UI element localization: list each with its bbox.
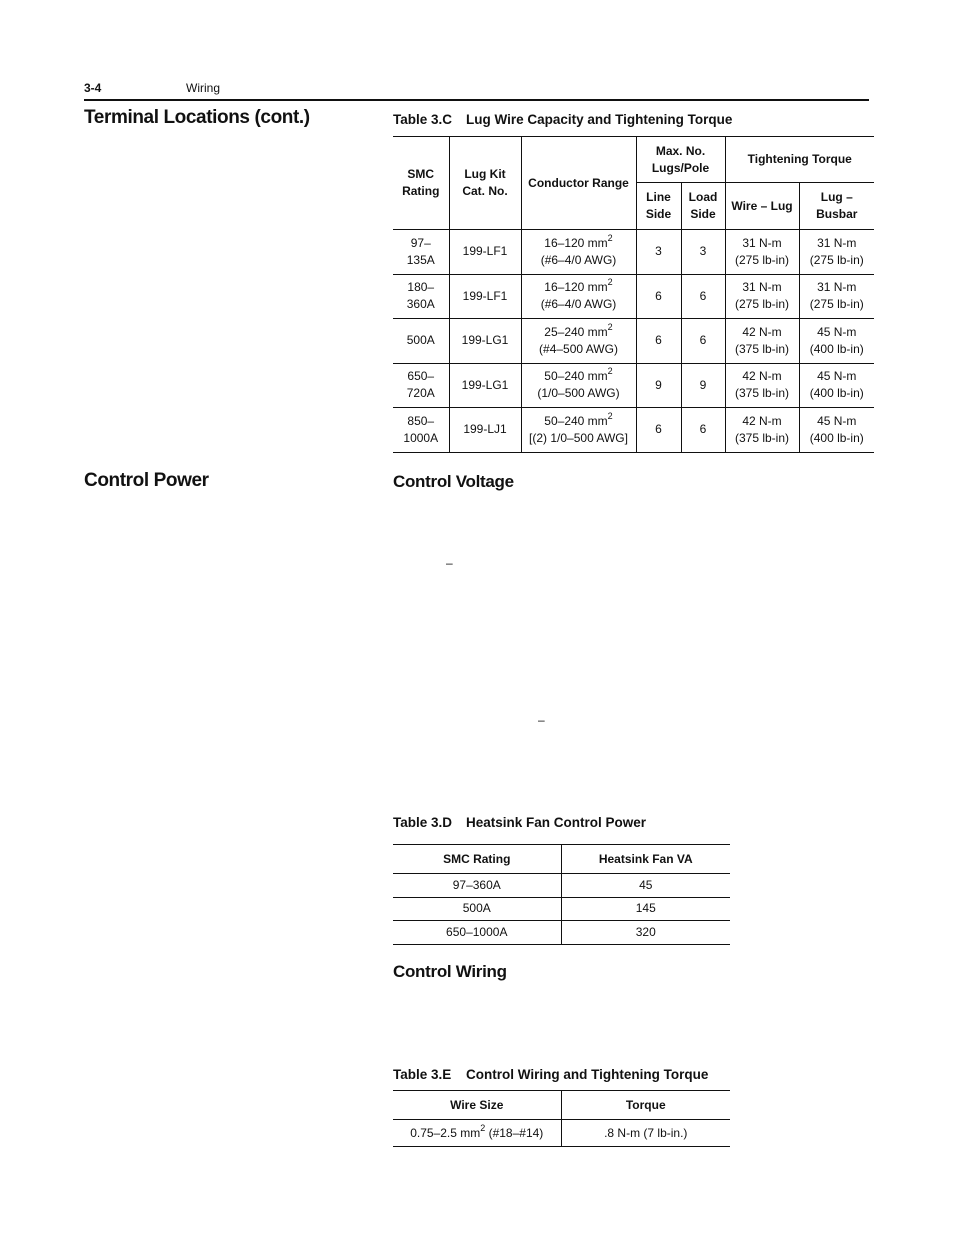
control-voltage-heading: Control Voltage [393,472,514,491]
rating-line-1: 650– [407,369,435,384]
col-smc-rating: SMC Rating [393,137,449,230]
range-awg: (#6–4/0 AWG) [540,297,617,312]
cell-lug-busbar [799,408,874,453]
range-awg: (#6–4/0 AWG) [540,252,617,267]
torque-metric: 31 N-m [817,280,857,295]
cell-smc-rating [393,274,449,319]
terminal-locations-heading: Terminal Locations (cont.) [84,107,310,128]
cell-load-side: 9 [681,363,725,408]
torque-metric: 45 N-m [817,369,857,384]
cell-heatsink-fan-va: 145 [561,897,730,921]
range-metric: 25–240 mm [544,324,608,339]
table-row [393,408,874,453]
torque-metric: 42 N-m [742,369,782,384]
col-lug-busbar: Lug – Busbar [799,183,874,230]
table-row [393,319,874,364]
range-metric: 16–120 mm [544,280,608,295]
cell-line-side: 9 [636,363,681,408]
table-row [393,274,874,319]
cell-conductor-range [521,363,636,408]
lug-wire-capacity-table [393,136,874,453]
range-metric: 50–240 mm [544,369,608,384]
cell-load-side: 3 [681,230,725,275]
cell-load-side: 6 [681,274,725,319]
control-wiring-heading: Control Wiring [393,962,507,981]
torque-imperial: (375 lb-in) [734,386,790,401]
cell-conductor-range [521,230,636,275]
cell-smc-rating: 97–360A [393,874,561,898]
cell-heatsink-fan-va: 45 [561,874,730,898]
cell-load-side: 6 [681,408,725,453]
table-3c-title: Lug Wire Capacity and Tightening Torque [466,112,733,127]
header-rule [84,99,869,101]
rating-line-2: 1000A [403,430,439,445]
range-superscript: 2 [607,321,613,332]
table-row [393,874,730,898]
torque-imperial: (275 lb-in) [809,297,864,312]
rating-line-2: 720A [406,386,435,401]
range-metric: 50–240 mm [544,413,608,428]
torque-imperial: (400 lb-in) [809,386,864,401]
torque-metric: 42 N-m [742,324,782,339]
cell-lug-busbar [799,363,874,408]
torque-imperial: (375 lb-in) [734,430,790,445]
torque-imperial: (400 lb-in) [809,430,864,445]
table-3d-title: Heatsink Fan Control Power [466,815,647,830]
range-awg: (1/0–500 AWG) [537,386,620,401]
wire-size-superscript: 2 [480,1122,486,1133]
cell-line-side: 6 [636,408,681,453]
cell-lug-busbar [799,274,874,319]
cell-line-side: 6 [636,319,681,364]
cell-line-side: 3 [636,230,681,275]
col-conductor-range: Conductor Range [521,137,636,230]
rating-line-1: 500A [406,333,435,348]
cell-load-side: 6 [681,319,725,364]
cell-smc-rating [393,230,449,275]
range-superscript: 2 [607,410,613,421]
cell-lug-busbar [799,230,874,275]
cell-line-side: 6 [636,274,681,319]
cell-lug-kit: 199-LG1 [449,363,521,408]
table-row [393,363,874,408]
range-superscript: 2 [607,366,613,377]
col-wire-lug: Wire – Lug [725,183,799,230]
table-3e-number: Table 3.E [393,1067,452,1082]
cell-smc-rating: 500A [393,897,561,921]
cell-wire-lug [725,274,799,319]
torque-metric: 45 N-m [817,413,857,428]
control-power-heading: Control Power [84,470,209,491]
range-metric: 16–120 mm [544,235,608,250]
range-superscript: 2 [607,232,613,243]
table-3d-caption [393,815,646,830]
table-3e-caption [393,1067,708,1082]
cell-wire-lug [725,408,799,453]
torque-metric: 31 N-m [742,280,782,295]
cell-smc-rating [393,319,449,364]
table-row [393,897,730,921]
table-3c-number: Table 3.C [393,112,453,127]
cell-smc-rating: 650–1000A [393,921,561,945]
cell-lug-kit: 199-LG1 [449,319,521,364]
section-title: Wiring [186,81,221,95]
torque-imperial: (275 lb-in) [734,252,790,267]
col-heatsink-fan-va: Heatsink Fan VA [561,845,730,874]
wire-size-awg: (#18–#14) [485,1125,544,1140]
cell-wire-lug [725,230,799,275]
cell-smc-rating [393,408,449,453]
cell-lug-kit: 199-LF1 [449,274,521,319]
rating-line-1: 850– [407,413,435,428]
heatsink-fan-table [393,844,730,945]
cell-lug-busbar [799,319,874,364]
torque-imperial: (375 lb-in) [734,341,790,356]
col-smc-rating: SMC Rating [393,845,561,874]
stray-dash-2: – [538,713,545,727]
rating-line-1: 97– [410,235,431,250]
cell-wire-lug [725,319,799,364]
rating-line-2: 135A [406,252,435,267]
torque-imperial: (400 lb-in) [809,341,864,356]
cell-torque: .8 N-m (7 lb-in.) [561,1120,730,1147]
cell-conductor-range [521,274,636,319]
page-number: 3-4 [84,81,102,95]
col-lug-kit: Lug Kit Cat. No. [449,137,521,230]
col-tightening-torque: Tightening Torque [725,137,874,183]
col-wire-size: Wire Size [393,1091,561,1120]
cell-wire-lug [725,363,799,408]
cell-heatsink-fan-va: 320 [561,921,730,945]
cell-lug-kit: 199-LF1 [449,230,521,275]
table-3e-title: Control Wiring and Tightening Torque [466,1067,709,1082]
torque-metric: 42 N-m [742,413,782,428]
rating-line-2: 360A [406,297,435,312]
cell-smc-rating [393,363,449,408]
torque-imperial: (275 lb-in) [809,252,864,267]
range-awg: (#4–500 AWG) [539,341,618,356]
torque-metric: 31 N-m [742,235,782,250]
stray-dash-1: – [446,556,453,570]
col-max-lugs: Max. No. Lugs/Pole [636,137,725,183]
cell-conductor-range [521,408,636,453]
torque-imperial: (275 lb-in) [734,297,790,312]
cell-wire-size [393,1120,561,1147]
table-3c-caption [393,112,732,127]
cell-conductor-range [521,319,636,364]
cell-lug-kit: 199-LJ1 [449,408,521,453]
torque-metric: 45 N-m [817,324,857,339]
table-row [393,921,730,945]
col-torque: Torque [561,1091,730,1120]
range-awg: [(2) 1/0–500 AWG] [529,430,628,445]
col-line-side: Line Side [636,183,681,230]
table-3d-number: Table 3.D [393,815,453,830]
rating-line-1: 180– [407,280,435,295]
col-load-side: Load Side [681,183,725,230]
wire-size-metric: 0.75–2.5 mm [410,1125,481,1140]
control-wiring-table [393,1090,730,1147]
torque-metric: 31 N-m [817,235,857,250]
range-superscript: 2 [607,277,613,288]
table-row [393,1120,730,1147]
table-row [393,230,874,275]
